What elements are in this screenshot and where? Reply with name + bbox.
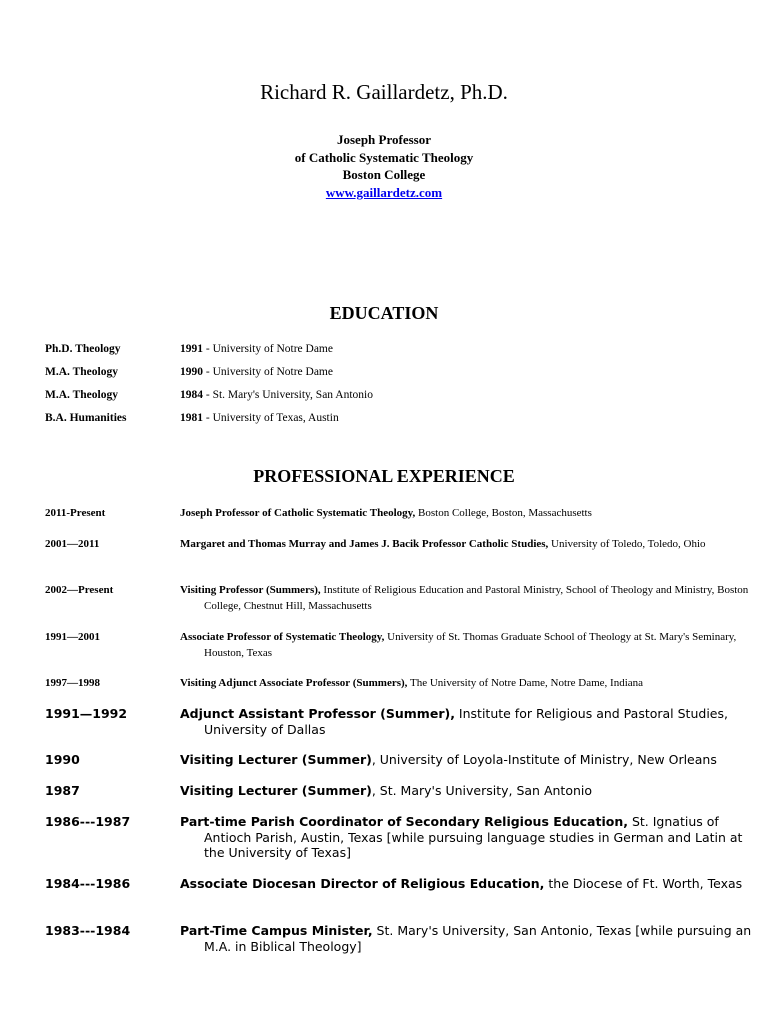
education-heading: EDUCATION	[329, 303, 439, 323]
school: - University of Texas, Austin	[203, 412, 339, 424]
degree: M.A. Theology	[45, 366, 118, 378]
position-line-1: Joseph Professor	[336, 132, 431, 147]
degree: M.A. Theology	[45, 389, 118, 401]
position-line-2: of Catholic Systematic Theology	[294, 149, 474, 165]
dates: 2001—2011	[45, 538, 100, 550]
detail: University of St. Thomas Graduate School of Theology at St. Mary's Seminary, Houston, Texas	[204, 631, 737, 659]
detail: University of Toledo, Toledo, Ohio	[548, 538, 706, 550]
dates: 1997—1998	[45, 677, 100, 689]
school: - University of Notre Dame	[203, 343, 333, 355]
detail: , University of Loyola-Institute of Ministry, New Orleans	[371, 752, 717, 767]
detail: Boston College, Boston, Massachusetts	[415, 507, 592, 519]
dates: 1990	[45, 752, 80, 767]
role: Associate Diocesan Director of Religious Education,	[180, 876, 545, 891]
role: Visiting Adjunct Associate Professor (Summers),	[180, 677, 408, 689]
school: - University of Notre Dame	[203, 366, 333, 378]
school: - St. Mary's University, San Antonio	[203, 389, 373, 401]
role: Margaret and Thomas Murray and James J. Bacik Professor Catholic Studies,	[180, 538, 549, 550]
year: 1984	[180, 389, 203, 401]
detail: St. Mary's University, San Antonio, Texas [while pursuing an M.A. in Biblical Theology]	[204, 923, 752, 954]
institution: Boston College	[342, 167, 426, 182]
detail: St. Ignatius of Antioch Parish, Austin, Texas [while pursuing language studies in German and Latin at the University of Texas]	[204, 814, 743, 860]
dates: 1987	[45, 783, 80, 798]
role: Joseph Professor of Catholic Systematic Theology,	[180, 507, 416, 519]
role: Part-Time Campus Minister,	[180, 923, 373, 938]
detail: Institute for Religious and Pastoral Studies, University of Dallas	[204, 706, 728, 737]
detail: , St. Mary's University, San Antonio	[371, 783, 593, 798]
degree: Ph.D. Theology	[45, 343, 121, 355]
title-block	[0, 131, 768, 201]
year: 1981	[180, 412, 203, 424]
role: Adjunct Assistant Professor (Summer),	[180, 706, 455, 721]
dates: 2011-Present	[45, 507, 106, 519]
dates: 1984---1986	[45, 876, 131, 891]
dates: 1991—2001	[45, 631, 100, 643]
role: Part-time Parish Coordinator of Secondary Religious Education,	[180, 814, 628, 829]
role: Associate Professor of Systematic Theology,	[180, 631, 385, 643]
role: Visiting Lecturer (Summer)	[180, 783, 372, 798]
role: Visiting Lecturer (Summer)	[180, 752, 372, 767]
year: 1991	[180, 343, 203, 355]
dates: 1986---1987	[45, 814, 131, 829]
website-link[interactable]: www.gaillardetz.com	[325, 184, 443, 200]
dates: 1983---1984	[45, 923, 131, 938]
detail: The University of Notre Dame, Notre Dame, Indiana	[407, 677, 644, 689]
experience-heading: PROFESSIONAL EXPERIENCE	[253, 466, 515, 486]
role: Visiting Professor (Summers),	[180, 584, 321, 596]
detail: the Diocese of Ft. Worth, Texas	[544, 876, 743, 891]
dates: 2002—Present	[45, 584, 114, 596]
detail: Institute of Religious Education and Pastoral Ministry, School of Theology and Ministry, Boston College, Chestnut Hill, Massachusetts	[204, 584, 749, 612]
degree: B.A. Humanities	[45, 412, 127, 424]
author-name: Richard R. Gaillardetz, Ph.D.	[260, 80, 508, 104]
dates: 1991—1992	[45, 706, 128, 721]
year: 1990	[180, 366, 203, 378]
